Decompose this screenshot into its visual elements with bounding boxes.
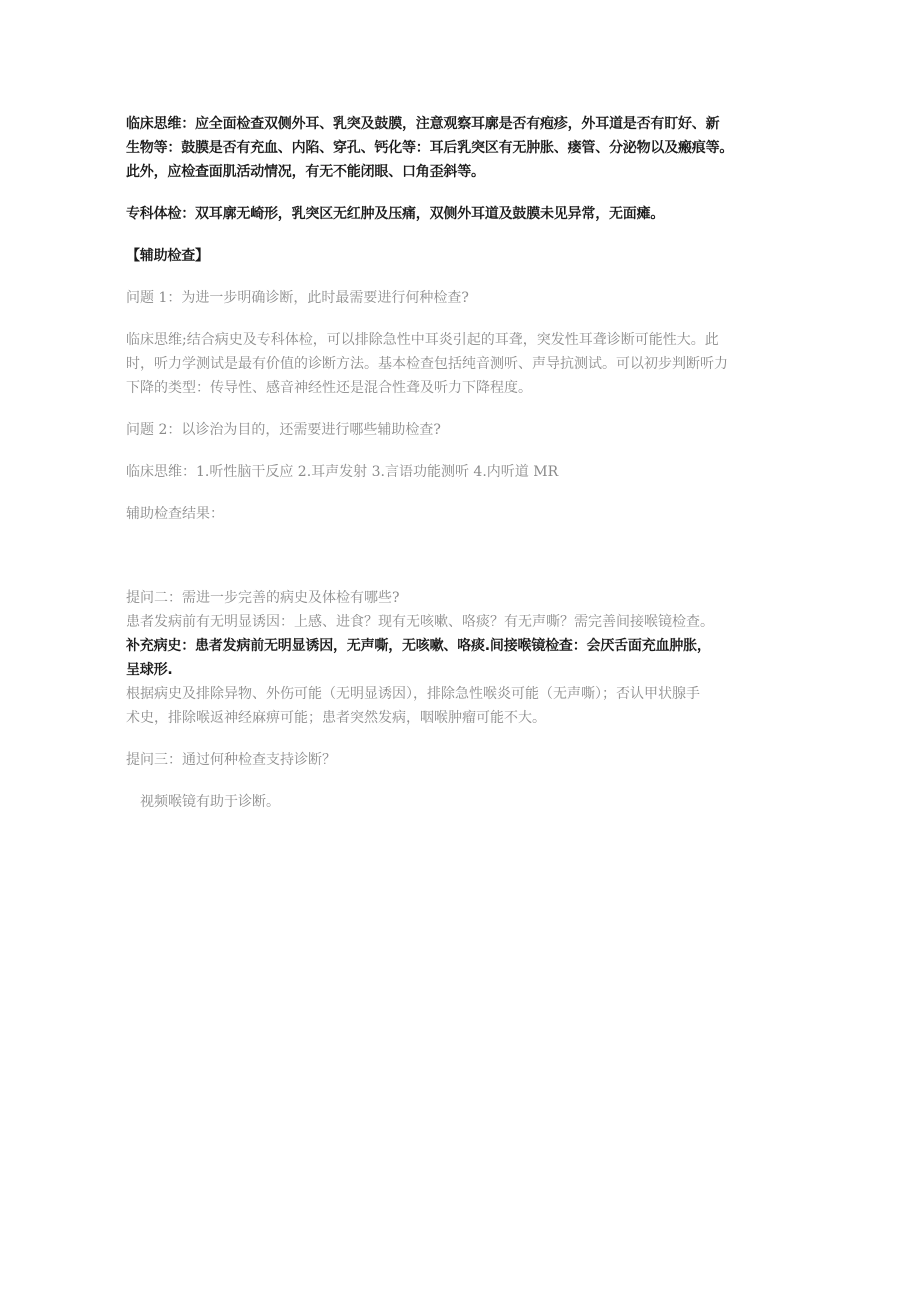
question-4: 提问三：通过何种检查支持诊断？ [126,752,336,768]
text-line: 此外，应检查面肌活动情况，有无不能闭眼、口角歪斜等。 [126,164,485,180]
text-line: 补充病史：患者发病前无明显诱因，无声嘶，无咳嗽、咯痰.间接喉镜检查：会厌舌面充血肿胀， [126,638,711,654]
text-line: 临床思维：应全面检查双侧外耳、乳突及鼓膜，注意观察耳廓是否有疱疹，外耳道是否有盯好、新 [126,116,720,132]
answer-2: 临床思维：1.听性脑干反应 2.耳声发射 3.言语功能测听 4.内听道 MR [126,464,559,480]
result-label: 辅助检查结果： [126,506,224,522]
specialty-exam-paragraph: 专科体检：双耳廓无崎形，乳突区无红肿及压痛，双侧外耳道及鼓膜未见异常，无面瘫。 [126,206,665,222]
text-line: 下降的类型：传导性、感音神经性还是混合性聋及听力下降程度。 [126,380,532,396]
analysis-paragraph [126,682,806,730]
question-2: 问题 2：以诊治为目的，还需要进行哪些辅助检查? [126,422,441,438]
supplementary-history [126,634,806,682]
text-line: 根据病史及排除异物、外伤可能（无明显诱因），排除急性喉炎可能（无声嘶）；否认甲状腺手 [126,686,700,702]
answer-4: 视频喉镜有助于诊断。 [140,794,280,810]
clinical-thinking-paragraph [126,112,806,184]
text-line: 时，听力学测试是最有价值的诊断方法。基本检查包括纯音测听、声导抗测试。可以初步判断听力 [126,356,728,372]
text-line: 生物等：鼓膜是否有充血、内陷、穿孔、钙化等：耳后乳突区有无肿胀、瘘管、分泌物以及瘢痕等。 [126,140,734,156]
text-line: 临床思维;结合病史及专科体检，可以排除急性中耳炎引起的耳聋，突发性耳聋诊断可能性大。此 [126,332,719,348]
section-title: 【辅助检查】 [126,248,209,264]
answer-3: 患者发病前有无明显诱因：上感、进食？现有无咳嗽、咯痰？有无声嘶？需完善间接喉镜检查。 [126,614,714,630]
answer-1 [126,328,806,400]
text-line: 呈球形. [126,662,173,678]
question-1: 问题 1：为进一步明确诊断，此时最需要进行何种检查? [126,290,469,306]
question-3: 提问二：需进一步完善的病史及体检有哪些? [126,590,400,606]
document-body [126,112,806,814]
text-line: 术史，排除喉返神经麻痹可能；患者突然发病，咽喉肿瘤可能不大。 [126,710,546,726]
